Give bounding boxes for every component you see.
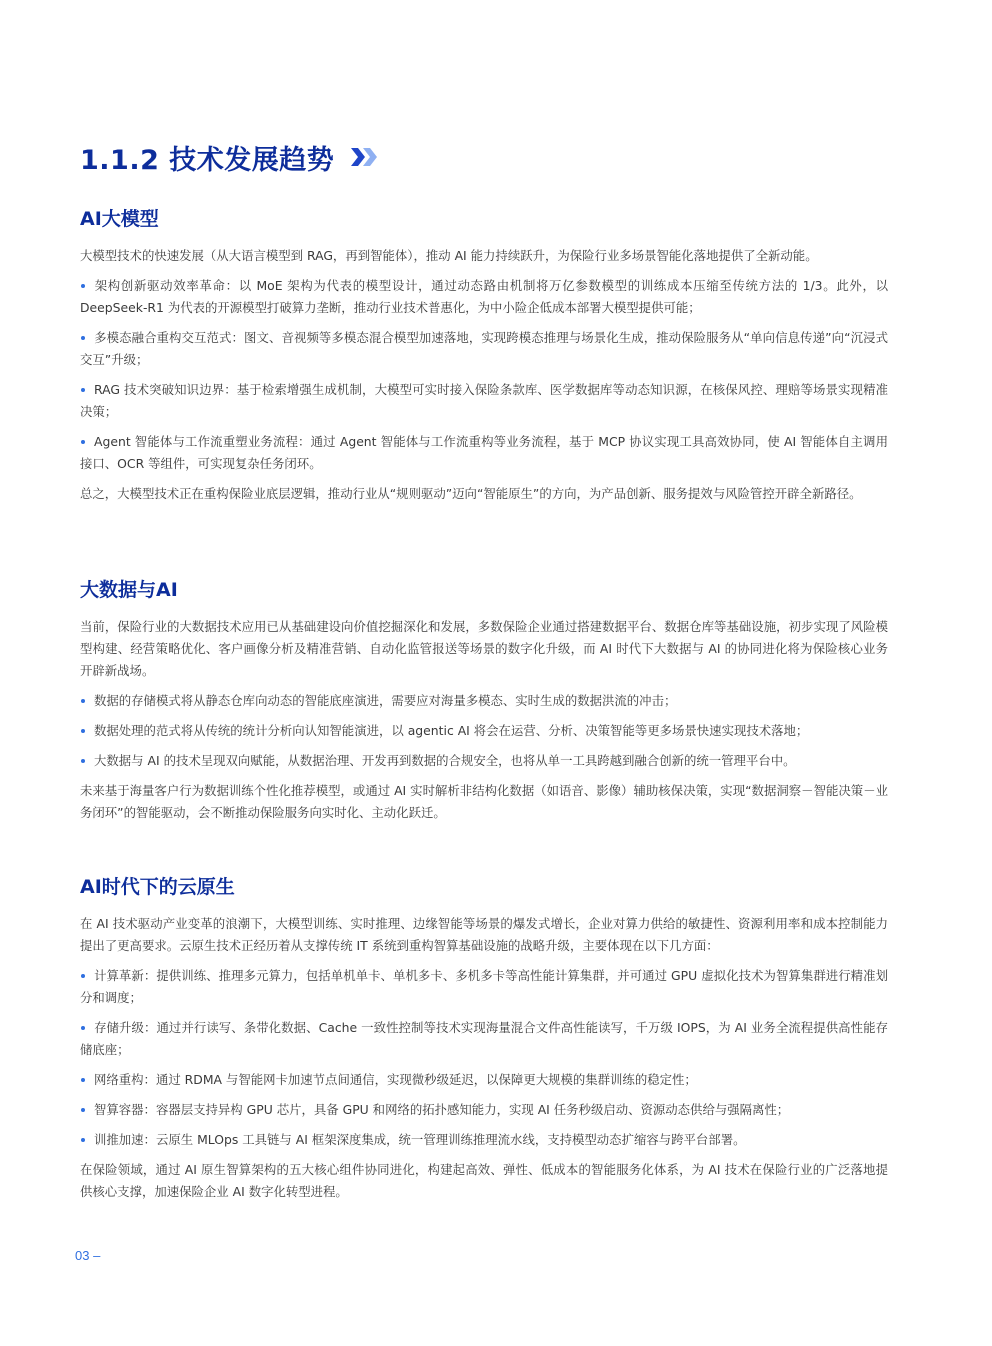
bullet-dot-icon — [81, 974, 85, 978]
section-outro: 总之，大模型技术正在重构保险业底层逻辑，推动行业从“规则驱动”迈向“智能原生”的方向，为产品创新、服务提效与风险管控开辟全新路径。 — [80, 486, 862, 501]
chapter-title-text: 1.1.2 技术发展趋势 — [80, 144, 335, 176]
list-item-text: 数据的存储模式将从静态仓库向动态的智能底座演进，需要应对海量多模态、实时生成的数据洪流的冲击； — [94, 693, 677, 708]
section-ai-cloud-native — [80, 875, 888, 1211]
section-intro: 当前，保险行业的大数据技术应用已从基础建设向价值挖掘深化和发展，多数保险企业通过搭建数据平台、数据仓库等基础设施，初步实现了风险模型构建、经营策略优化、客户画像分析及精准营销、自动化监管报送等场景的数字化升级，而 AI 时代下大数据与 AI 的协同进化将为保险核心业务开辟新战场。 — [80, 619, 888, 678]
list-item-text: 大数据与 AI 的技术呈现双向赋能，从数据治理、开发再到数据的合规安全，也将从单一工具跨越到融合创新的统一管理平台中。 — [94, 753, 796, 768]
section-ai-large-model — [80, 207, 888, 513]
bullet-dot-icon — [81, 1078, 85, 1082]
list-item-text: 架构创新驱动效率革命：以 MoE 架构为代表的模型设计，通过动态路由机制将万亿参数模型的训练成本压缩至传统方法的 1/3。此外，以 DeepSeek-R1 为代表的开源模型打破算力垄断，推动行业技术普惠化，为中小险企低成本部署大模型提供可能； — [80, 278, 888, 315]
list-item-text: 存储升级：通过并行读写、条带化数据、Cache 一致性控制等技术实现海量混合文件高性能读写，千万级 IOPS，为 AI 业务全流程提供高性能存储底座； — [80, 1020, 888, 1057]
section-title: 大数据与AI — [80, 579, 178, 601]
list-item — [80, 1099, 888, 1121]
list-item-text: 数据处理的范式将从传统的统计分析向认知智能演进，以 agentic AI 将会在运营、分析、决策智能等更多场景快速实现技术落地； — [94, 723, 809, 738]
section-intro: 大模型技术的快速发展（从大语言模型到 RAG，再到智能体），推动 AI 能力持续跃升，为保险行业多场景智能化落地提供了全新动能。 — [80, 248, 818, 263]
list-item-text: Agent 智能体与工作流重塑业务流程：通过 Agent 智能体与工作流重构等业务流程，基于 MCP 协议实现工具高效协同，使 AI 智能体自主调用接口、OCR 等组件，可实现复杂任务闭环。 — [80, 434, 888, 471]
list-item — [80, 327, 888, 371]
list-item — [80, 720, 888, 742]
bullet-dot-icon — [81, 1138, 85, 1142]
bullet-dot-icon — [81, 1026, 85, 1030]
list-item — [80, 965, 888, 1009]
list-item-text: 计算革新：提供训练、推理多元算力，包括单机单卡、单机多卡、多机多卡等高性能计算集群，并可通过 GPU 虚拟化技术为智算集群进行精准划分和调度； — [80, 968, 888, 1005]
list-item — [80, 750, 888, 772]
double-chevron-right-icon — [350, 147, 380, 167]
section-intro: 在 AI 技术驱动产业变革的浪潮下，大模型训练、实时推理、边缘智能等场景的爆发式增长，企业对算力供给的敏捷性、资源利用率和成本控制能力提出了更高要求。云原生技术正经历着从支撑传统 IT 系统到重构智算基础设施的战略升级，主要体现在以下几方面： — [80, 916, 888, 953]
list-item — [80, 1069, 888, 1091]
list-item-text: 训推加速：云原生 MLOps 工具链与 AI 框架深度集成，统一管理训练推理流水线，支持模型动态扩缩容与跨平台部署。 — [94, 1132, 746, 1147]
page-number: 03 – — [75, 1248, 101, 1263]
list-item-text: 多模态融合重构交互范式：图文、音视频等多模态混合模型加速落地，实现跨模态推理与场景化生成，推动保险服务从“单向信息传递”向“沉浸式交互”升级； — [80, 330, 888, 367]
section-title: AI时代下的云原生 — [80, 876, 235, 898]
list-item-text: 网络重构：通过 RDMA 与智能网卡加速节点间通信，实现微秒级延迟，以保障更大规模的集群训练的稳定性； — [94, 1072, 697, 1087]
list-item — [80, 690, 888, 712]
chapter-title — [80, 137, 380, 177]
bullet-dot-icon — [81, 759, 85, 763]
bullet-dot-icon — [81, 336, 85, 340]
bullet-dot-icon — [81, 699, 85, 703]
section-outro: 在保险领域，通过 AI 原生智算架构的五大核心组件协同进化，构建起高效、弹性、低成本的智能服务化体系，为 AI 技术在保险行业的广泛落地提供核心支撑，加速保险企业 AI 数字化转型进程。 — [80, 1162, 888, 1199]
bullet-dot-icon — [81, 729, 85, 733]
list-item — [80, 1017, 888, 1061]
section-big-data-ai — [80, 578, 888, 832]
bullet-dot-icon — [81, 1108, 85, 1112]
list-item-text: RAG 技术突破知识边界：基于检索增强生成机制，大模型可实时接入保险条款库、医学数据库等动态知识源，在核保风控、理赔等场景实现精准决策； — [80, 382, 888, 419]
list-item — [80, 431, 888, 475]
bullet-dot-icon — [81, 440, 85, 444]
list-item — [80, 379, 888, 423]
list-item — [80, 1129, 888, 1151]
section-title: AI大模型 — [80, 208, 159, 230]
list-item — [80, 275, 888, 319]
section-outro: 未来基于海量客户行为数据训练个性化推荐模型，或通过 AI 实时解析非结构化数据（如语音、影像）辅助核保决策，实现“数据洞察－智能决策－业务闭环”的智能驱动，会不断推动保险服务向实时化、主动化跃迁。 — [80, 783, 888, 820]
bullet-dot-icon — [81, 284, 85, 288]
list-item-text: 智算容器：容器层支持异构 GPU 芯片，具备 GPU 和网络的拓扑感知能力，实现 AI 任务秒级启动、资源动态供给与强隔离性； — [94, 1102, 790, 1117]
bullet-dot-icon — [81, 388, 85, 392]
